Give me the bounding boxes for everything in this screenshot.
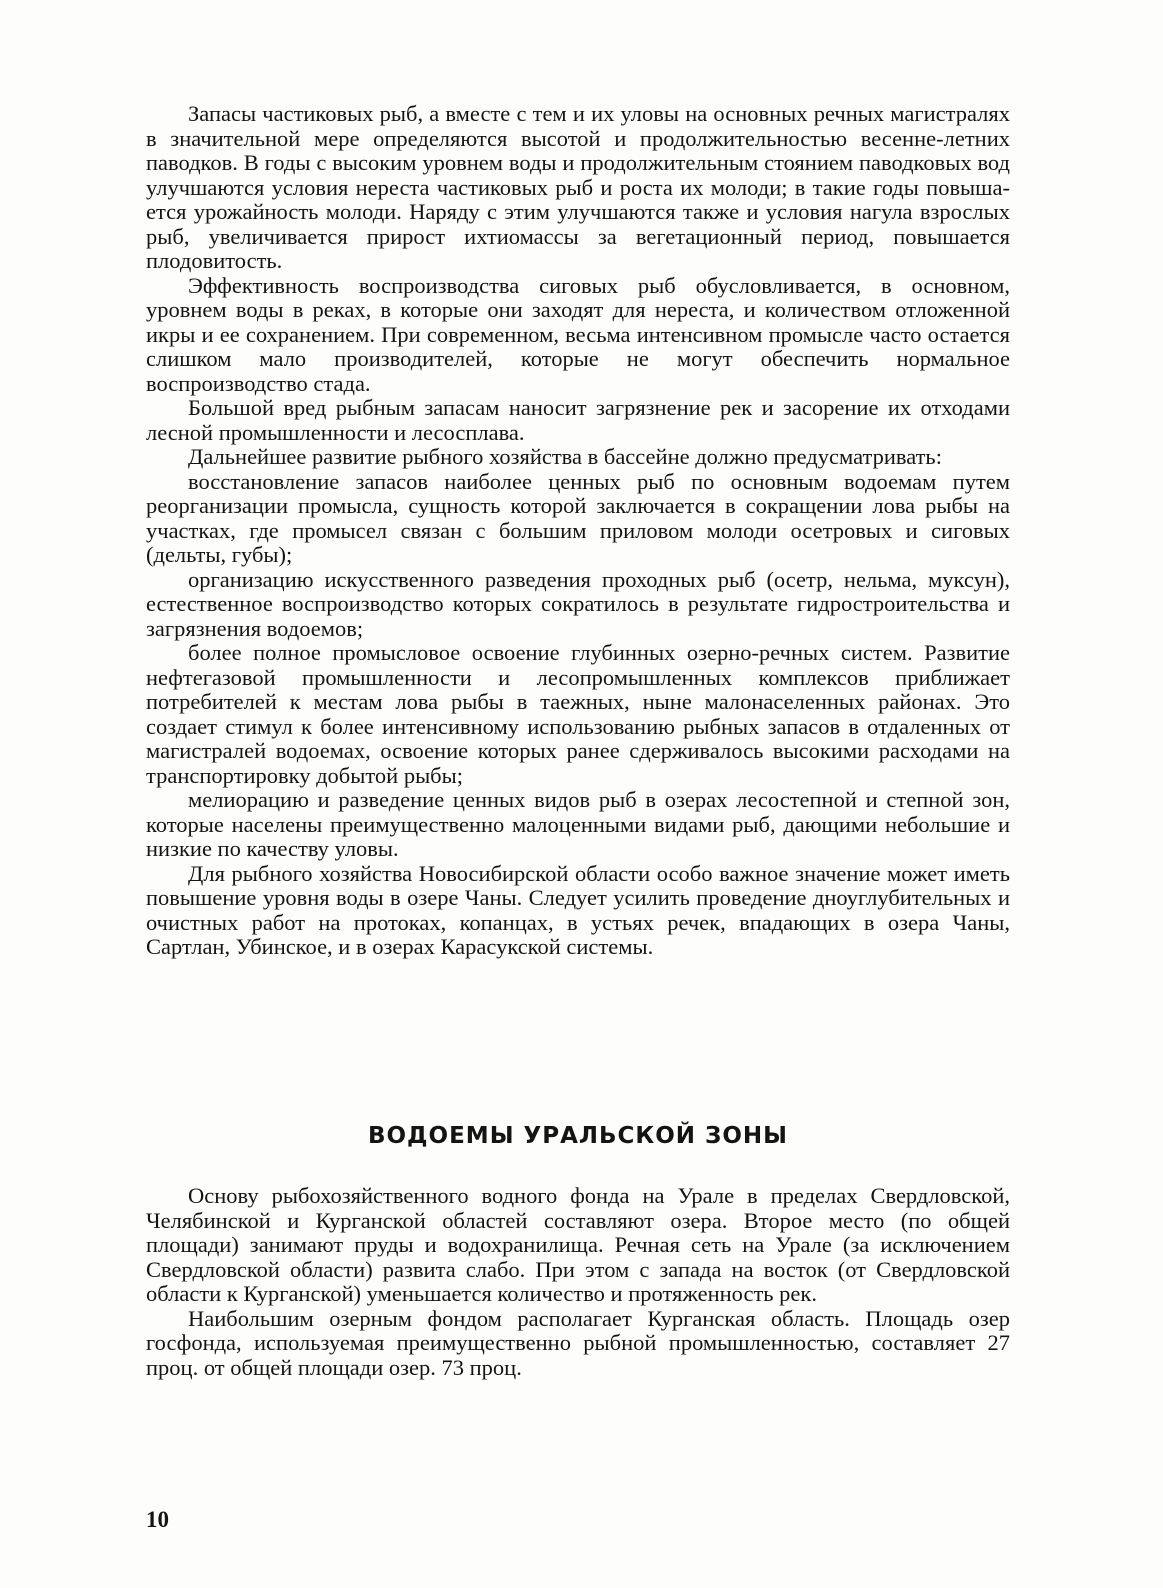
paragraph-kurgan-lakes: Наибольшим озерным фондом располагает Курганская область. Площадь озер госфонда, используемая преимущественно рыбной промышленностью, составляет 27 проц. от общей площади озер. 73 проц. bbox=[146, 1305, 1010, 1380]
paragraph-pollution-harm: Большой вред рыбным запасам наносит загрязнение рек и засорение их отходами лесной промышленности и лесосплава. bbox=[146, 395, 1010, 445]
list-item-melioration: мелиорацию и разведение ценных видов рыб в озерах лесостепной и степной зон, которые населены преимущественно малоценными видами рыб, дающими небольшие и низкие по качеству уловы. bbox=[146, 787, 1010, 861]
list-item-stock-restoration: восстановление запасов наиболее ценных рыб по основным водоемам путем реорганизации промысла, сущность которой заключается в сокращении лова рыбы на участках, где промысел связан с большим приловом молоди осетровых и сиговых (дельты, губы); bbox=[146, 468, 1010, 567]
main-text-bottom bbox=[146, 1184, 1010, 1380]
paragraph-novosibirsk-chany: Для рыбного хозяйства Новосибирской области особо важное значение может иметь повышение уровня воды в озере Чаны. Следует усилить проведение дноуглубительных и очистных работ на протоках, копанцах, в устьях речек, впадающих в озера Чаны, Сартлан, Убинское, и в озерах Карасукской системы. bbox=[146, 860, 1010, 959]
page-number: 10 bbox=[146, 1507, 169, 1532]
paragraph-whitefish-reproduction: Эффективность воспроизводства сиговых рыб обусловливается, в основном, уровнем воды в реках, в которые они заходят для нереста, и количеством отложенной икры и ее сохранением. При современном, весьма интенсивном промысле часто остается слишком мало производителей, которые не могут обеспечить нормальное воспроизводство стада. bbox=[146, 272, 1010, 396]
list-item-artificial-breeding: организацию искусственного разведения проходных рыб (осетр, нельма, муксун), естественное воспроизводство которых сократилось в результате гидростроительства и загрязнения водоемов; bbox=[146, 566, 1010, 641]
list-item-deep-lake-systems: более полное промысловое освоение глубинных озерно-речных систем. Развитие нефтегазовой промышленности и лесопромышленных комплексов приближает потребителей к местам лова рыбы в таежных, ныне малонаселенных районах. Это создает стимул к более интенсивному использованию рыбных запасов в отдаленных от магистралей водоемах, освоение которых ранее сдерживалось высокими расходами на транспортировку добытой рыбы; bbox=[146, 640, 1010, 788]
main-text-top bbox=[146, 102, 1010, 960]
section-heading-ural-zone: ВОДОЕМЫ УРАЛЬСКОЙ ЗОНЫ bbox=[367, 1123, 789, 1149]
paragraph-ural-water-fund: Основу рыбохозяйственного водного фонда на Урале в пределах Свердловской, Челябинской и Курганской областей составляют озера. Второе место (по общей площади) занимают пруды и водохранилища. Речная сеть на Урале (за исключением Свердловской области) развита слабо. При этом с запада на восток (от Свердловской области к Курганской) уменьшается количество и протяженность рек. bbox=[146, 1183, 1010, 1306]
paragraph-fish-stocks-floods: Запасы частиковых рыб, а вместе с тем и их уловы на основных речных магистралях в значительной мере определяются высотой и продолжительностью весенне-летних паводков. В годы с высоким уровнем воды и продолжительным стоянием паводковых вод улучшаются условия нереста частиковых рыб и роста их молоди; в такие годы повышается урожайность молоди. Наряду с этим улучшаются также и условия нагула взрослых рыб, увеличивается прирост ихтиомассы за вегетационный период, повышается плодовитость. bbox=[146, 101, 1010, 273]
paragraph-development-intro: Дальнейшее развитие рыбного хозяйства в бассейне должно предусматривать: bbox=[188, 444, 942, 469]
